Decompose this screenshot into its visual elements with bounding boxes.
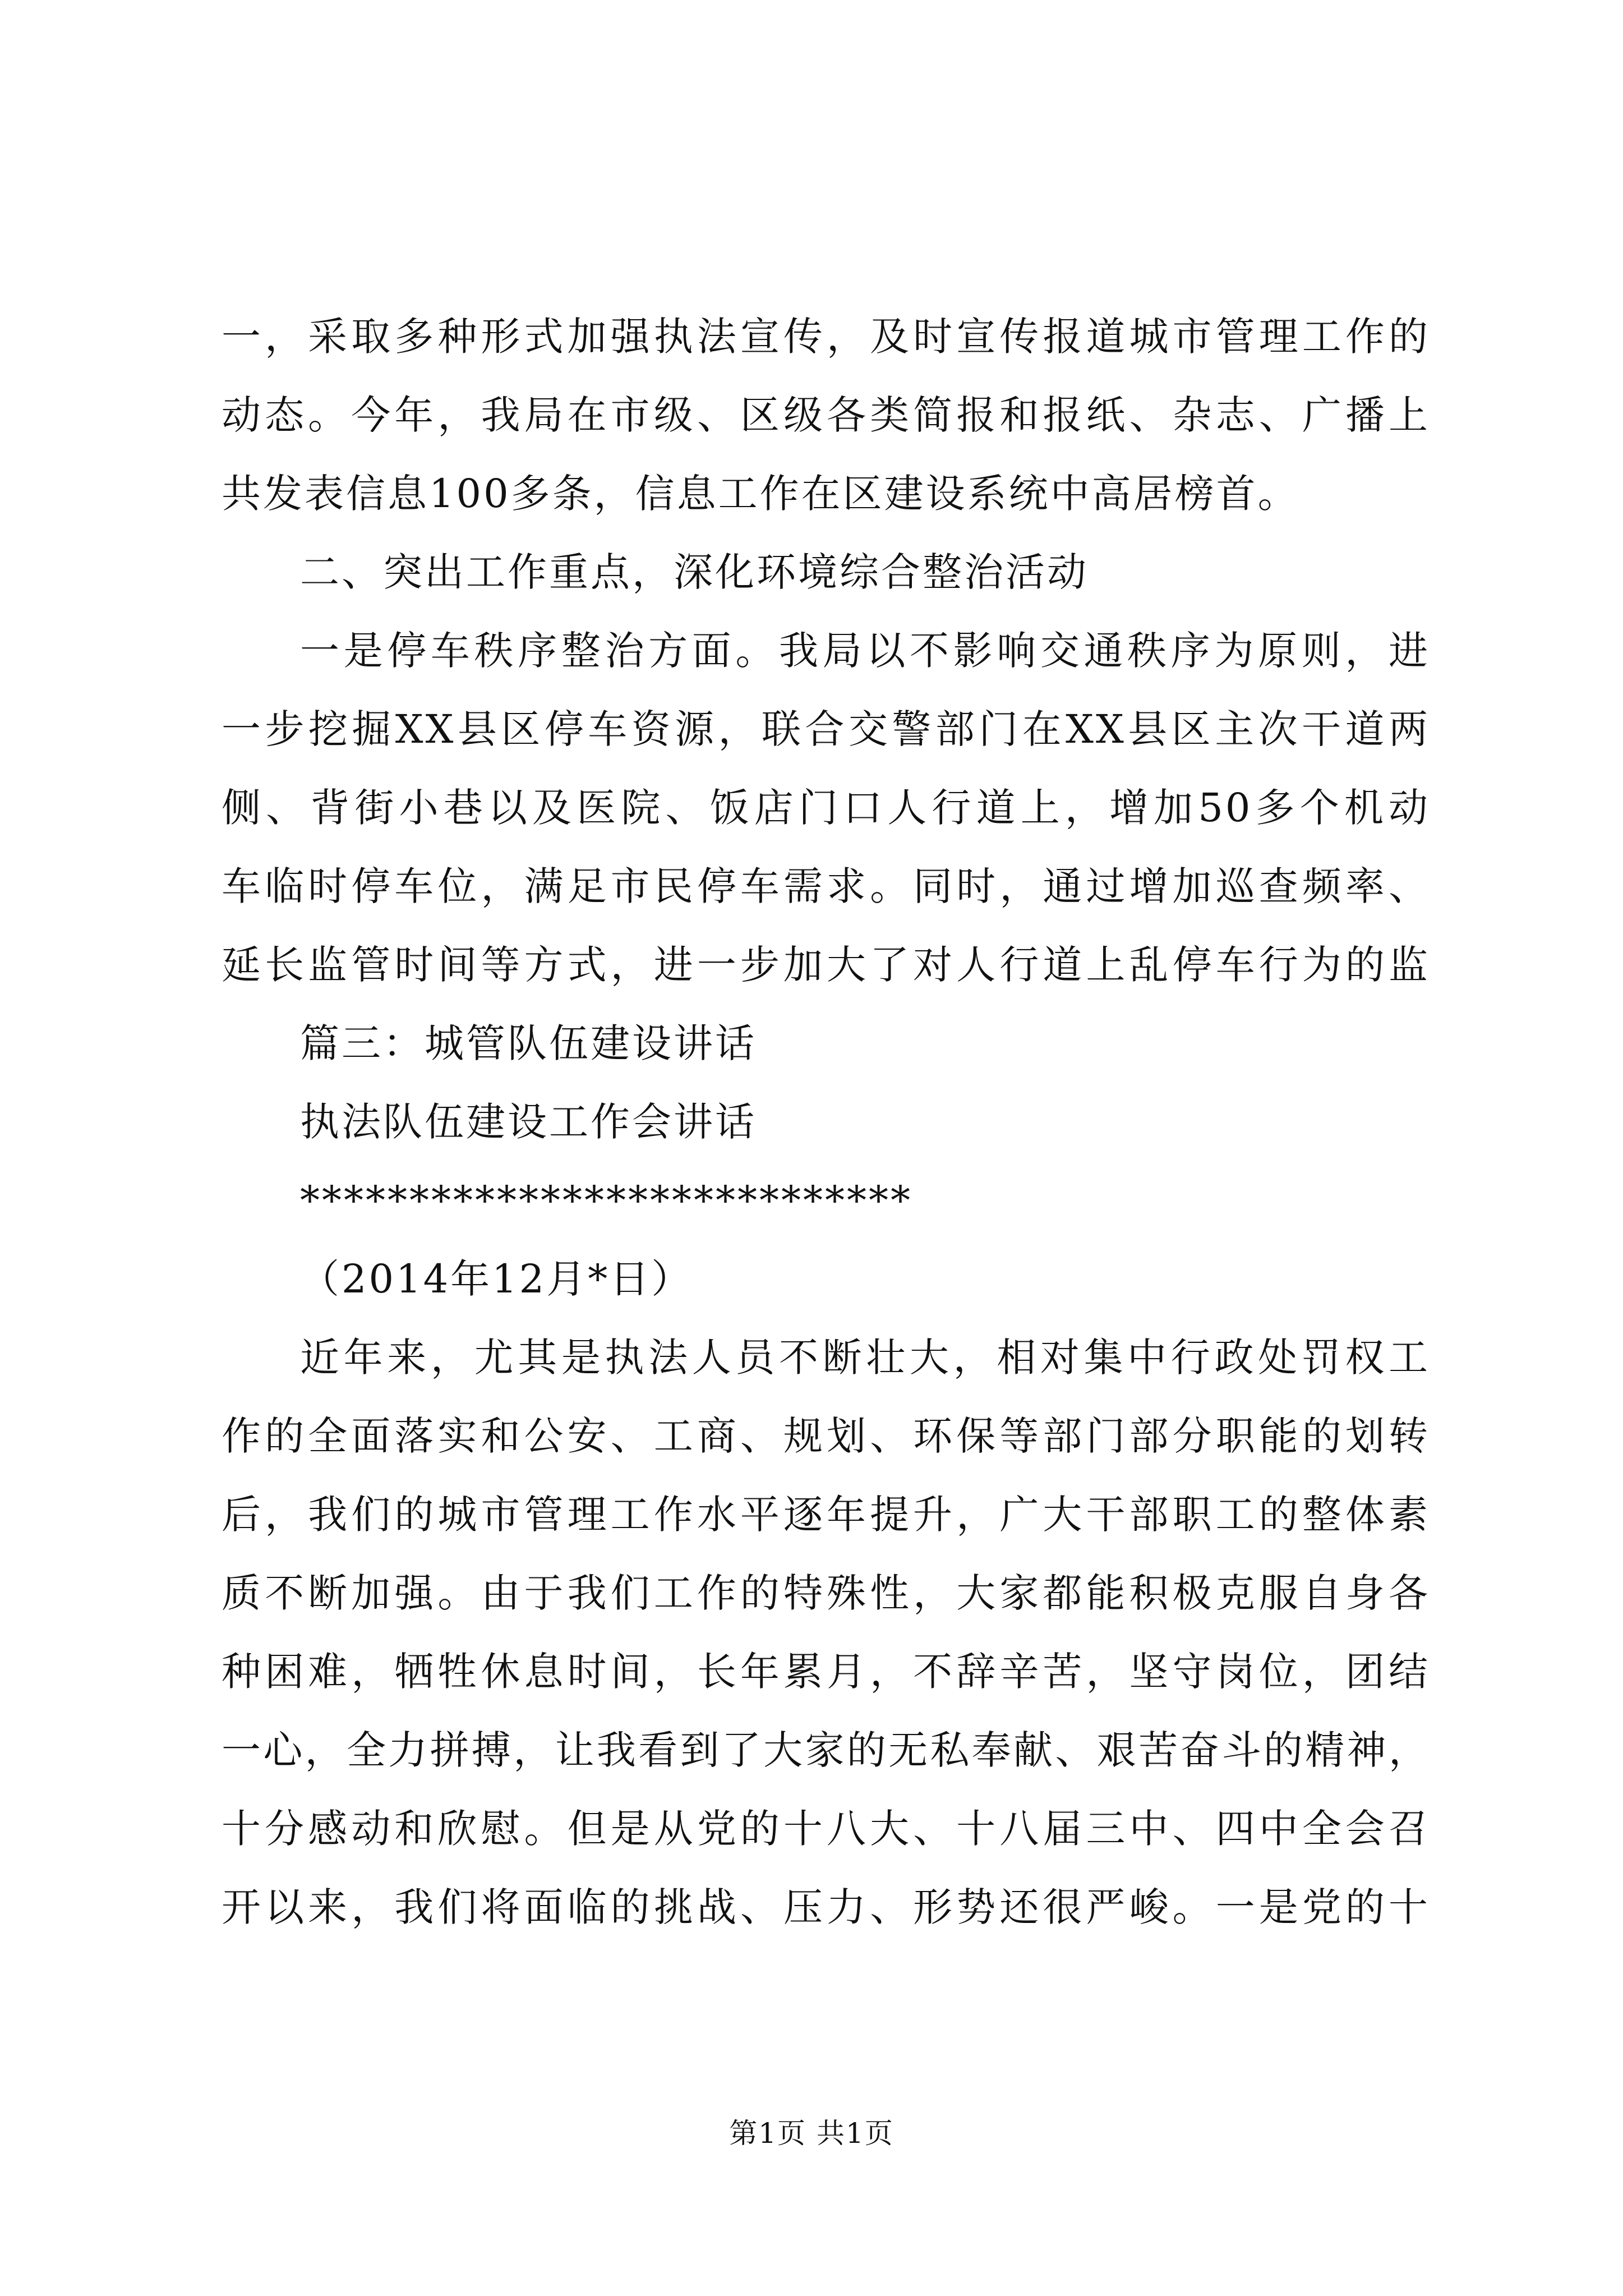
text-line: 共发表信息100多条，信息工作在区建设系统中高居榜首。 bbox=[222, 471, 1299, 517]
date-line: （2014年12月*日） bbox=[300, 1256, 693, 1302]
text-line: 一是停车秩序整治方面。我局以不影响交通秩序为原则，进 bbox=[300, 628, 1430, 674]
text-line: 十分感动和欣慰。但是从党的十八大、十八届三中、四中全会召 bbox=[222, 1806, 1430, 1852]
page-footer: 第1页 共1页 bbox=[729, 2117, 894, 2150]
chapter-title: 篇三：城管队伍建设讲话 bbox=[300, 1020, 757, 1066]
document-body bbox=[222, 297, 1430, 1947]
text-line: 后，我们的城市管理工作水平逐年提升，广大干部职工的整体素 bbox=[222, 1492, 1430, 1538]
text-line: 侧、背街小巷以及医院、饭店门口人行道上，增加50多个机动 bbox=[222, 785, 1430, 831]
text-line: 延长监管时间等方式，进一步加大了对人行道上乱停车行为的监 bbox=[222, 942, 1430, 988]
text-line: 一步挖掘XX县区停车资源，联合交警部门在XX县区主次干道两 bbox=[222, 706, 1430, 752]
text-line: 动态。今年，我局在市级、区级各类简报和报纸、杂志、广播上 bbox=[222, 392, 1430, 438]
text-line: 种困难，牺牲休息时间，长年累月，不辞辛苦，坚守岗位，团结 bbox=[222, 1649, 1430, 1695]
text-line: 质不断加强。由于我们工作的特殊性，大家都能积极克服自身各 bbox=[222, 1570, 1430, 1616]
text-line: 一，采取多种形式加强执法宣传，及时宣传报道城市管理工作的 bbox=[222, 314, 1430, 360]
text-line: 一心，全力拼搏，让我看到了大家的无私奉献、艰苦奋斗的精神， bbox=[222, 1727, 1430, 1773]
speech-title: 执法队伍建设工作会讲话 bbox=[300, 1099, 757, 1145]
section-heading: 二、突出工作重点，深化环境综合整治活动 bbox=[300, 549, 1089, 595]
speaker-line: **************************** bbox=[300, 1177, 912, 1223]
text-line: 开以来，我们将面临的挑战、压力、形势还很严峻。一是党的十 bbox=[222, 1884, 1430, 1930]
text-line: 近年来，尤其是执法人员不断壮大，相对集中行政处罚权工 bbox=[300, 1335, 1430, 1381]
text-line: 作的全面落实和公安、工商、规划、环保等部门部分职能的划转 bbox=[222, 1413, 1430, 1459]
text-line: 车临时停车位，满足市民停车需求。同时，通过增加巡查频率、 bbox=[222, 863, 1430, 909]
